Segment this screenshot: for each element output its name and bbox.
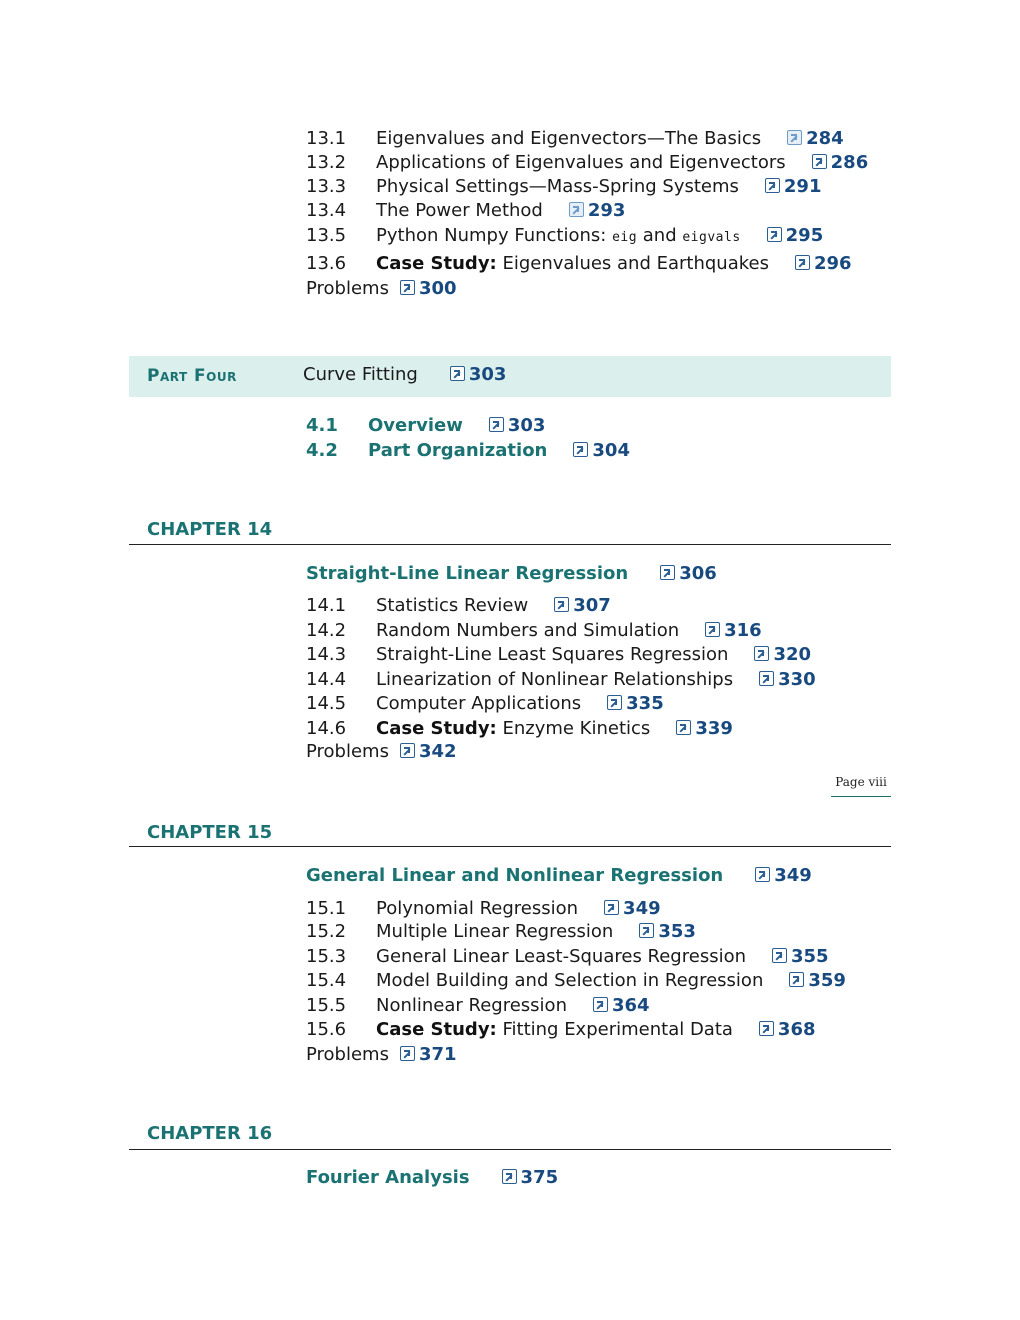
section-number: 15.4 bbox=[306, 970, 347, 991]
section-title: Linearization of Nonlinear Relationships bbox=[376, 669, 734, 690]
page-number: 375 bbox=[520, 1167, 559, 1188]
page-number: 293 bbox=[587, 200, 626, 221]
page-number: 303 bbox=[468, 364, 507, 385]
page-link[interactable] bbox=[604, 897, 661, 921]
page-link[interactable] bbox=[767, 224, 824, 248]
page-number: 335 bbox=[626, 693, 664, 714]
section-number: 13.1 bbox=[306, 128, 347, 149]
chapter-title: Straight-Line Linear Regression bbox=[306, 563, 629, 584]
chapter-label: CHAPTER 16 bbox=[147, 1123, 273, 1144]
external-link-icon bbox=[759, 1021, 774, 1036]
section-number: 14.3 bbox=[306, 644, 347, 665]
external-link-icon bbox=[660, 565, 675, 580]
external-link-icon bbox=[812, 154, 827, 169]
chapter-title: General Linear and Nonlinear Regression bbox=[306, 865, 724, 886]
external-link-icon bbox=[795, 255, 810, 270]
chapter-title-line bbox=[306, 865, 812, 886]
external-link-icon bbox=[604, 900, 619, 915]
section-title: Polynomial Regression bbox=[376, 898, 579, 919]
page-number: 296 bbox=[813, 253, 852, 274]
part-title-line bbox=[303, 364, 506, 385]
page-number: 330 bbox=[778, 669, 816, 690]
page-number: 371 bbox=[419, 1044, 457, 1065]
section-title: Overview bbox=[368, 415, 463, 436]
page-link[interactable] bbox=[554, 594, 611, 618]
section-number: 15.6 bbox=[306, 1019, 347, 1040]
chapter-label: CHAPTER 15 bbox=[147, 822, 273, 843]
page-number: 303 bbox=[507, 415, 546, 436]
page-number: 355 bbox=[791, 946, 829, 967]
external-link-icon bbox=[573, 442, 588, 457]
page-number: 364 bbox=[611, 995, 650, 1016]
page-number: 291 bbox=[783, 176, 822, 197]
external-link-icon bbox=[607, 695, 622, 710]
section-number: 13.4 bbox=[306, 200, 347, 221]
section-number: 14.5 bbox=[306, 693, 347, 714]
external-link-icon bbox=[502, 1169, 517, 1184]
external-link-icon bbox=[639, 923, 654, 938]
section-number: 4.1 bbox=[306, 415, 338, 436]
section-title: Physical Settings—Mass-Spring Systems bbox=[376, 176, 739, 197]
page-number: 316 bbox=[724, 620, 762, 641]
page-link[interactable] bbox=[400, 1044, 457, 1065]
case-study-label: Case Study: bbox=[376, 1019, 497, 1040]
page-link[interactable] bbox=[569, 199, 626, 223]
section-title: The Power Method bbox=[376, 200, 543, 221]
section-title: Eigenvalues and Earthquakes bbox=[496, 253, 769, 274]
external-link-icon bbox=[593, 997, 608, 1012]
section-title: Multiple Linear Regression bbox=[376, 921, 614, 942]
section-title: Nonlinear Regression bbox=[376, 995, 567, 1016]
chapter-rule bbox=[129, 1149, 891, 1150]
chapter-title-line bbox=[306, 1167, 558, 1188]
page-number: 306 bbox=[679, 563, 717, 584]
part-header bbox=[129, 356, 891, 397]
page-number: 295 bbox=[785, 225, 824, 246]
external-link-icon bbox=[789, 972, 804, 987]
section-number: 13.6 bbox=[306, 253, 347, 274]
external-link-icon bbox=[489, 417, 504, 432]
page-link[interactable] bbox=[795, 252, 852, 276]
page-number: 304 bbox=[592, 440, 630, 461]
page-link[interactable] bbox=[502, 1167, 559, 1188]
page-link[interactable] bbox=[754, 643, 811, 667]
chapter-rule bbox=[129, 846, 891, 847]
section-title: Straight-Line Least Squares Regression bbox=[376, 644, 729, 665]
part-title: Curve Fitting bbox=[303, 364, 418, 385]
chapter-title-line bbox=[306, 563, 717, 584]
section-title: Enzyme Kinetics bbox=[496, 718, 651, 739]
section-number: 13.2 bbox=[306, 152, 347, 173]
section-number: 14.6 bbox=[306, 718, 347, 739]
external-link-icon bbox=[759, 671, 774, 686]
page-link[interactable] bbox=[759, 668, 816, 692]
case-study-label: Case Study: bbox=[376, 718, 497, 739]
section-number: 14.4 bbox=[306, 669, 347, 690]
external-link-icon bbox=[554, 597, 569, 612]
section-title: Random Numbers and Simulation bbox=[376, 620, 680, 641]
section-title: Fitting Experimental Data bbox=[496, 1019, 733, 1040]
external-link-icon bbox=[755, 867, 770, 882]
external-link-icon bbox=[767, 227, 782, 242]
section-title: Part Organization bbox=[368, 440, 548, 461]
section-number: 4.2 bbox=[306, 440, 338, 461]
section-title: General Linear Least-Squares Regression bbox=[376, 946, 746, 967]
chapter-rule bbox=[129, 544, 891, 545]
problems-label: Problems bbox=[306, 278, 389, 299]
page-number: 342 bbox=[419, 741, 457, 762]
page-link[interactable] bbox=[400, 278, 457, 299]
page-number: 339 bbox=[695, 718, 733, 739]
section-number: 15.3 bbox=[306, 946, 347, 967]
page-link[interactable] bbox=[812, 151, 869, 175]
page-number: 320 bbox=[773, 644, 812, 665]
section-title: Statistics Review bbox=[376, 595, 529, 616]
page-number: 353 bbox=[658, 921, 696, 942]
page-number: 368 bbox=[777, 1019, 816, 1040]
section-number: 14.2 bbox=[306, 620, 347, 641]
external-link-icon bbox=[400, 743, 415, 758]
page-link[interactable] bbox=[450, 364, 507, 385]
page-number: 359 bbox=[808, 970, 846, 991]
section-title: Model Building and Selection in Regression bbox=[376, 970, 764, 991]
section-number: 15.5 bbox=[306, 995, 347, 1016]
page-number: 300 bbox=[419, 278, 457, 299]
external-link-icon bbox=[772, 948, 787, 963]
external-link-icon bbox=[450, 366, 465, 381]
section-title: Eigenvalues and Eigenvectors—The Basics bbox=[376, 128, 762, 149]
page-number: 307 bbox=[573, 595, 611, 616]
code-eigvals: eigvals bbox=[682, 230, 741, 245]
part-label: Part Four bbox=[147, 366, 237, 386]
section-number: 15.2 bbox=[306, 921, 347, 942]
page-link[interactable] bbox=[593, 994, 650, 1018]
page-link[interactable] bbox=[676, 717, 733, 741]
page-link[interactable] bbox=[789, 969, 846, 993]
external-link-icon bbox=[765, 178, 780, 193]
section-title: Computer Applications bbox=[376, 693, 582, 714]
section-title: Applications of Eigenvalues and Eigenvectors bbox=[376, 152, 786, 173]
page-link[interactable] bbox=[759, 1018, 816, 1042]
external-link-icon bbox=[400, 1046, 415, 1061]
external-link-icon bbox=[676, 720, 691, 735]
page-link[interactable] bbox=[787, 127, 844, 151]
section-number: 13.3 bbox=[306, 176, 347, 197]
external-link-icon bbox=[754, 646, 769, 661]
code-eig: eig bbox=[612, 230, 638, 245]
section-number: 15.1 bbox=[306, 898, 347, 919]
page-link[interactable] bbox=[573, 439, 630, 463]
page-link[interactable] bbox=[660, 563, 717, 584]
page-number: 286 bbox=[830, 152, 869, 173]
section-number: 14.1 bbox=[306, 595, 347, 616]
section-number: 13.5 bbox=[306, 225, 347, 246]
page-link[interactable] bbox=[755, 865, 812, 886]
external-link-icon bbox=[705, 622, 720, 637]
section-title-mid: and bbox=[637, 225, 683, 246]
section-title-prefix: Python Numpy Functions: bbox=[376, 225, 613, 246]
document-link-icon bbox=[569, 202, 584, 217]
page-link[interactable] bbox=[705, 619, 762, 643]
chapter-label: CHAPTER 14 bbox=[147, 519, 273, 540]
page-number: 349 bbox=[623, 898, 661, 919]
case-study-label: Case Study: bbox=[376, 253, 497, 274]
problems-label: Problems bbox=[306, 1044, 389, 1065]
page-link[interactable] bbox=[639, 920, 696, 944]
page-number: 349 bbox=[774, 865, 812, 886]
page-link[interactable] bbox=[607, 692, 664, 716]
page-marker: Page viii bbox=[831, 769, 891, 797]
problems-label: Problems bbox=[306, 741, 389, 762]
page-link[interactable] bbox=[489, 414, 546, 438]
document-link-icon bbox=[787, 130, 802, 145]
chapter-title: Fourier Analysis bbox=[306, 1167, 470, 1188]
page-link[interactable] bbox=[772, 945, 829, 969]
page-link[interactable] bbox=[400, 741, 457, 762]
page-number: 284 bbox=[806, 128, 844, 149]
external-link-icon bbox=[400, 280, 415, 295]
page-link[interactable] bbox=[765, 175, 822, 199]
